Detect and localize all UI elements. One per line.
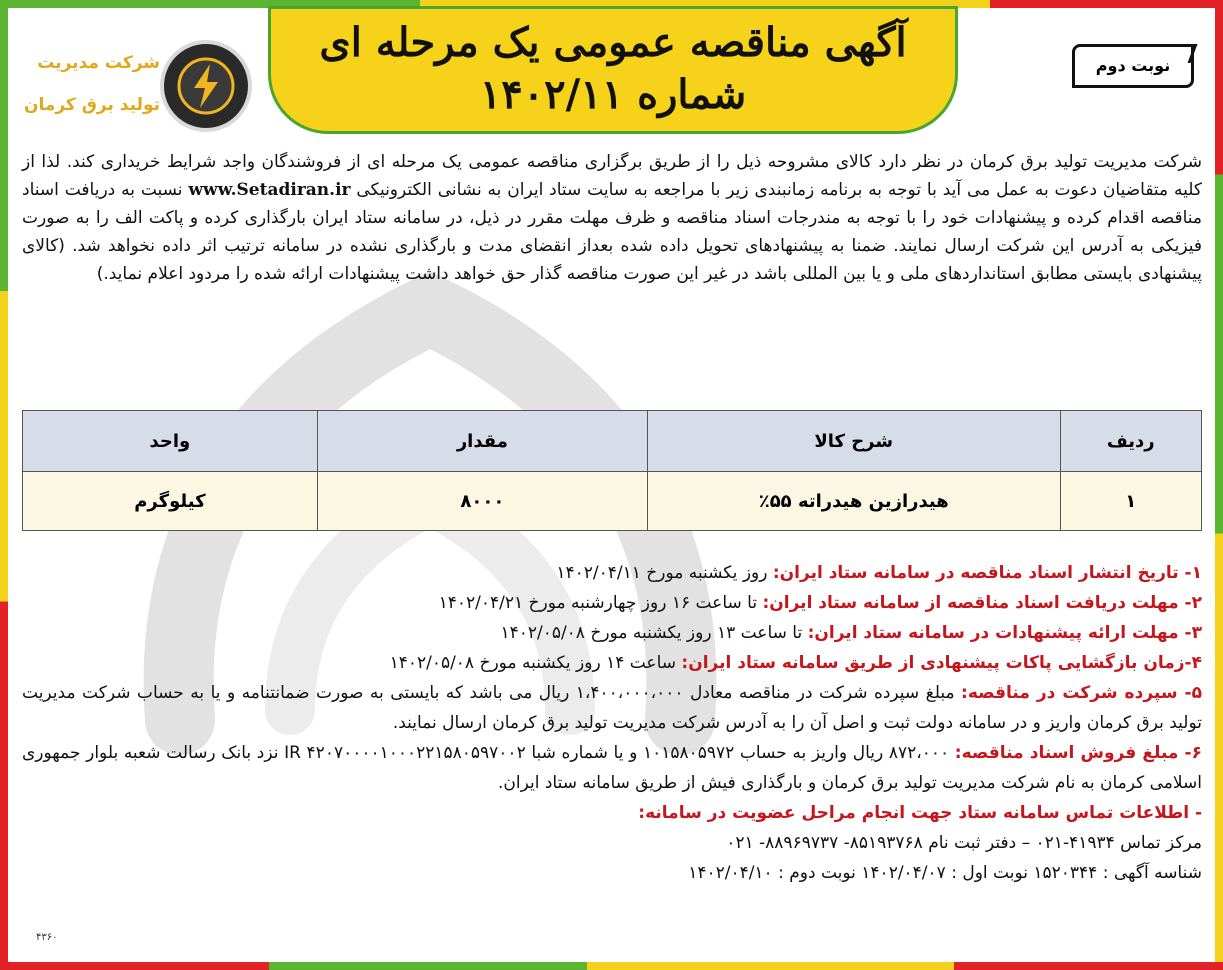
schedule-text: ۸۷۲،۰۰۰ ریال واریز به حساب ۱۰۱۵۸۰۵۹۷۲ و یا شماره شبا IR ۴۲۰۷۰۰۰۰۱۰۰۰۲۲۱۵۸۰۵۹۷۰۰۲ نزد بانک رسالت شعبه بلوار جمهوری اسلامی کرمان به نام شرکت مدیریت تولید برق کرمان و بارگذاری فیش از طریق سامانه ستاد ایران.: [22, 743, 1202, 793]
schedule-label: ۴-زمان بازگشایی پاکات پیشنهادی از طریق سامانه ستاد ایران:: [681, 653, 1202, 673]
header-unit: واحد: [23, 411, 318, 472]
page-title: آگهی مناقصه عمومی یک مرحله ای: [319, 19, 907, 66]
company-logo: [160, 40, 252, 132]
header-quantity: مقدار: [317, 411, 647, 472]
items-table: [22, 410, 1202, 531]
schedule-label: ۵- سپرده شرکت در مناقصه:: [961, 683, 1202, 703]
title-banner: [268, 6, 958, 134]
round-badge: نوبت دوم: [1072, 44, 1194, 88]
border-bottom: [0, 962, 1223, 970]
list-item: [22, 678, 1202, 738]
schedule-list: [22, 558, 1202, 888]
schedule-label: ۶- مبلغ فروش اسناد مناقصه:: [954, 743, 1203, 763]
company-name-line1: شرکت مدیریت: [37, 53, 160, 73]
schedule-text: تا ساعت ۱۶ روز چهارشنبه مورخ ۱۴۰۲/۰۴/۲۱: [438, 593, 763, 613]
company-name: [12, 42, 160, 126]
tender-number: شماره ۱۴۰۲/۱۱: [479, 71, 747, 118]
lightning-bolt-icon: [176, 56, 236, 116]
list-item: [22, 738, 1202, 798]
table-row: [23, 472, 1202, 531]
contact-phones: مرکز تماس ۴۱۹۳۴-۰۲۱ – دفتر ثبت نام ۸۵۱۹۳۷۶۸- ۸۸۹۶۹۷۳۷- ۰۲۱: [726, 833, 1202, 853]
intro-text-1: شرکت مدیریت تولید برق کرمان در نظر دارد کالای مشروحه ذیل را از طریق برگزاری مناقصه عمومی یک مرحله ای از فروشندگان واجد شرایط خریداری کند. لذا از کلیه متقاضیان دعوت به عمل می آید با توجه به برنامه زمانبندی زیر با مراجعه به سایت ستاد ایران به نشانی الکترونیکی: [22, 152, 1202, 200]
list-item: [22, 648, 1202, 678]
company-name-line2: تولید برق کرمان: [23, 95, 160, 115]
contact-heading: - اطلاعات تماس سامانه ستاد جهت انجام مراحل عضویت در سامانه:: [638, 803, 1202, 823]
border-left: [0, 0, 8, 970]
header-row-number: ردیف: [1060, 411, 1201, 472]
schedule-label: ۳- مهلت ارائه پیشنهادات در سامانه ستاد ایران:: [807, 623, 1202, 643]
list-item: [22, 618, 1202, 648]
ad-identifier: شناسه آگهی : ۱۵۲۰۳۴۴ نوبت اول : ۱۴۰۲/۰۴/۰۷ نوبت دوم : ۱۴۰۲/۰۴/۱۰: [688, 863, 1202, 883]
cell-unit: کیلوگرم: [23, 472, 318, 531]
schedule-label: ۱- تاریخ انتشار اسناد مناقصه در سامانه ستاد ایران:: [772, 563, 1202, 583]
cell-description: هیدرازین هیدراته ۵۵٪: [647, 472, 1060, 531]
schedule-text: مبلغ سپرده شرکت در مناقصه معادل ۱،۴۰۰،۰۰۰،۰۰۰ ریال می باشد که بایستی به صورت ضمانتنامه و یا به حساب شرکت مدیریت تولید برق کرمان واریز و در سامانه دولت ثبت و اصل آن را به آدرس شرکت مدیریت تولید برق کرمان ارسال نمایند.: [22, 683, 1202, 733]
website-link[interactable]: www.Setadiran.ir: [188, 180, 351, 200]
schedule-text: ساعت ۱۴ روز یکشنبه مورخ ۱۴۰۲/۰۵/۰۸: [389, 653, 682, 673]
schedule-label: ۲- مهلت دریافت اسناد مناقصه از سامانه ستاد ایران:: [762, 593, 1202, 613]
schedule-text: روز یکشنبه مورخ ۱۴۰۲/۰۴/۱۱: [556, 563, 773, 583]
border-top-red: [990, 0, 1223, 8]
schedule-text: تا ساعت ۱۳ روز یکشنبه مورخ ۱۴۰۲/۰۵/۰۸: [500, 623, 808, 643]
list-item: [22, 558, 1202, 588]
border-right: [1215, 0, 1223, 970]
cell-quantity: ۸۰۰۰: [317, 472, 647, 531]
table-header-row: [23, 411, 1202, 472]
intro-text-2: نسبت به دریافت اسناد مناقصه اقدام کرده و پیشنهادات خود را با توجه به مندرجات اسناد مناقصه و ظرف مهلت مقرر در ذیل، در سامانه ستاد ایران بارگذاری کرده و پاکت الف را به صورت فیزیکی به آدرس این شرکت ارسال نمایند. ضمنا به پیشنهادهای تحویل داده شده بعداز انقضای مدت و بارگذاری نشده در سامانه ترتیب اثر داده نخواهد شد. (کالای پیشنهادی بایستی مطابق استانداردهای ملی و یا بین المللی باشد در غیر این صورت مناقصه گذار حق خواهد داشت پیشنهادات ارائه شده را مردود اعلام نماید.): [22, 180, 1202, 284]
intro-paragraph: [22, 148, 1202, 288]
header-description: شرح کالا: [647, 411, 1060, 472]
list-item: [22, 588, 1202, 618]
cell-row-number: ۱: [1060, 472, 1201, 531]
footer-code: ۴۳۶۰: [36, 932, 58, 943]
